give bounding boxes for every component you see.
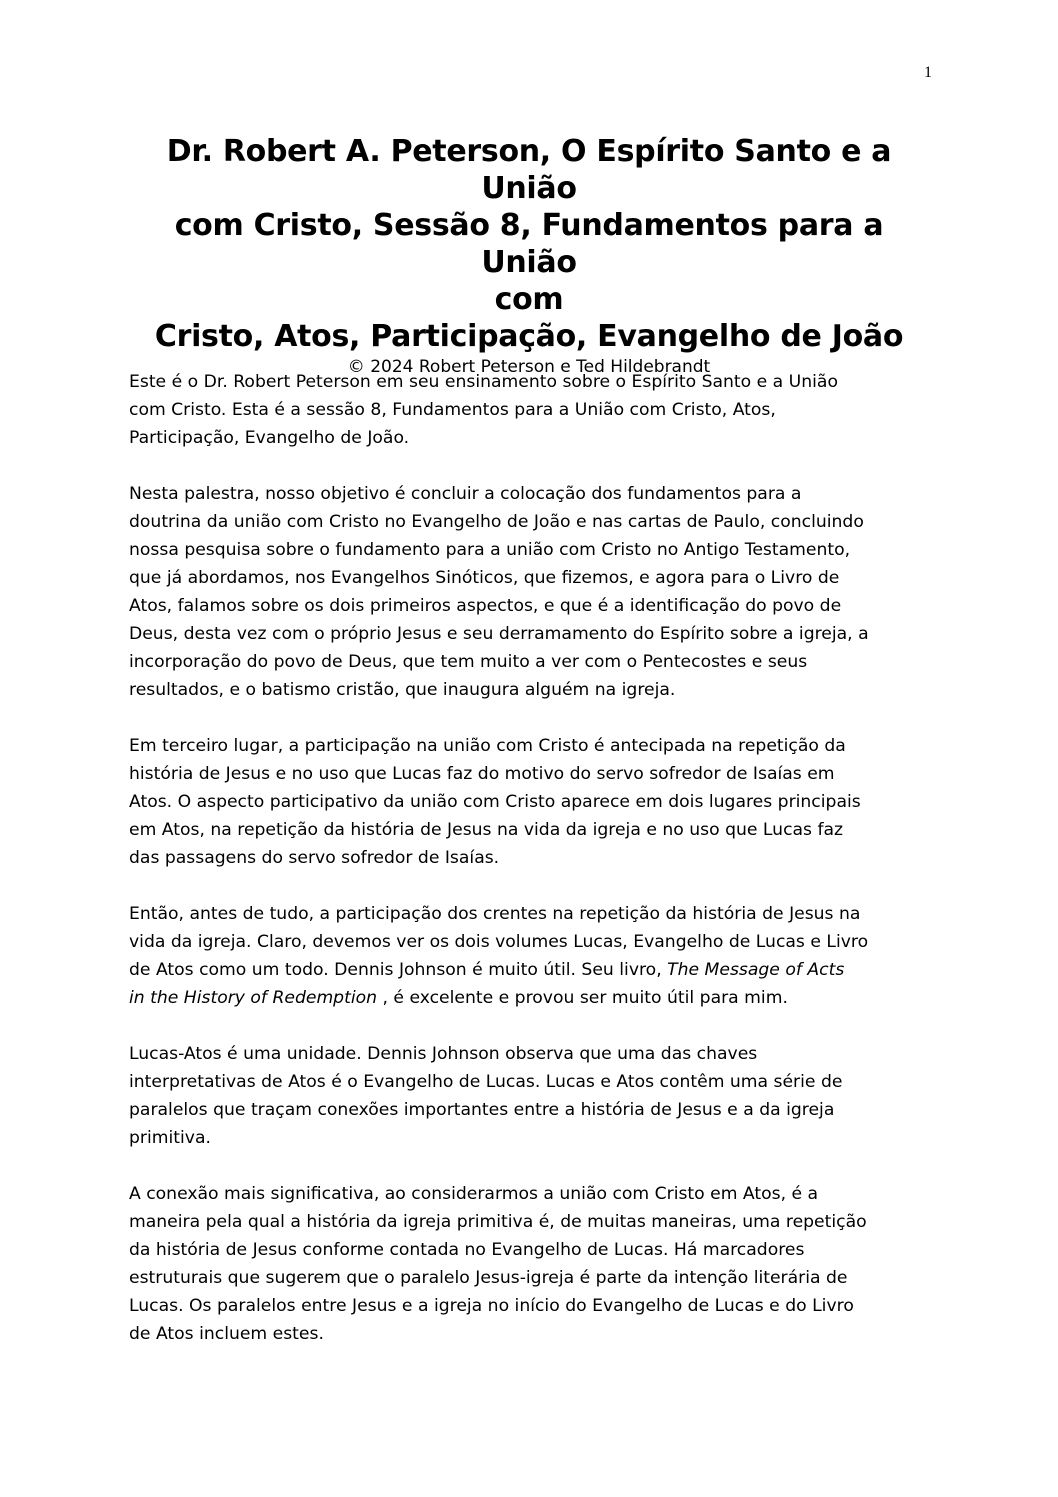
text-line: resultados, e o batismo cristão, que inaugura alguém na igreja. <box>129 680 676 700</box>
text-line: da história de Jesus conforme contada no Evangelho de Lucas. Há marcadores <box>129 1240 805 1260</box>
body-text <box>129 368 929 1376</box>
title-line: Cristo, Atos, Participação, Evangelho de João <box>154 319 904 354</box>
text-line: Deus, desta vez com o próprio Jesus e seu derramamento do Espírito sobre a igreja, a <box>129 624 869 644</box>
text-line: estruturais que sugerem que o paralelo Jesus-igreja é parte da intenção literária de <box>129 1268 848 1288</box>
text-line: de Atos incluem estes. <box>129 1324 324 1344</box>
paragraph-lecture-goal <box>129 480 929 704</box>
text-line: Nesta palestra, nosso objetivo é concluir a colocação dos fundamentos para a <box>129 484 802 504</box>
paragraph-intro <box>129 368 929 452</box>
page-number: 1 <box>924 64 932 81</box>
paragraph-participation <box>129 732 929 872</box>
title-block <box>130 133 928 378</box>
text-line: em Atos, na repetição da história de Jesus na vida da igreja e no uso que Lucas faz <box>129 820 844 840</box>
title-line: com <box>494 282 564 317</box>
book-title-italic: in the History of Redemption <box>129 988 378 1008</box>
text-line: doutrina da união com Cristo no Evangelho de João e nas cartas de Paulo, concluindo <box>129 512 864 532</box>
text-line: paralelos que traçam conexões importantes entre a história de Jesus e a da igreja <box>129 1100 835 1120</box>
text-line: maneira pela qual a história da igreja primitiva é, de muitas maneiras, uma repetição <box>129 1212 867 1232</box>
text-line: história de Jesus e no uso que Lucas faz do motivo do servo sofredor de Isaías em <box>129 764 835 784</box>
text-line: Então, antes de tudo, a participação dos crentes na repetição da história de Jesus na <box>129 904 861 924</box>
text-line <box>129 956 929 984</box>
text-line <box>129 984 929 1012</box>
text-line: Lucas. Os paralelos entre Jesus e a igreja no início do Evangelho de Lucas e do Livro <box>129 1296 854 1316</box>
text-line: nossa pesquisa sobre o fundamento para a união com Cristo no Antigo Testamento, <box>129 540 851 560</box>
text-line: Participação, Evangelho de João. <box>129 428 410 448</box>
text-line: que já abordamos, nos Evangelhos Sinóticos, que fizemos, e agora para o Livro de <box>129 568 840 588</box>
book-title-italic: The Message of Acts <box>667 960 845 980</box>
text-line: das passagens do servo sofredor de Isaías. <box>129 848 500 868</box>
text-line: Atos, falamos sobre os dois primeiros aspectos, e que é a identificação do povo de <box>129 596 842 616</box>
text-line: Atos. O aspecto participativo da união com Cristo aparece em dois lugares principais <box>129 792 861 812</box>
paragraph-significant-connection <box>129 1180 929 1348</box>
text-line: A conexão mais significativa, ao considerarmos a união com Cristo em Atos, é a <box>129 1184 819 1204</box>
text-segment: , é excelente e provou ser muito útil para mim. <box>377 988 788 1008</box>
title-line: Dr. Robert A. Peterson, O Espírito Santo e a União <box>166 134 892 206</box>
text-line: com Cristo. Esta é a sessão 8, Fundamentos para a União com Cristo, Atos, <box>129 400 776 420</box>
paragraph-luke-acts-unity <box>129 1040 929 1152</box>
text-line: Em terceiro lugar, a participação na união com Cristo é antecipada na repetição da <box>129 736 846 756</box>
text-line: interpretativas de Atos é o Evangelho de Lucas. Lucas e Atos contêm uma série de <box>129 1072 843 1092</box>
text-line: Este é o Dr. Robert Peterson em seu ensinamento sobre o Espírito Santo e a União <box>129 372 838 392</box>
text-segment: de Atos como um todo. Dennis Johnson é muito útil. Seu livro, <box>129 960 668 980</box>
text-line: incorporação do povo de Deus, que tem muito a ver com o Pentecostes e seus <box>129 652 808 672</box>
paragraph-dennis-johnson-book <box>129 900 929 1012</box>
title-line: com Cristo, Sessão 8, Fundamentos para a União <box>174 208 884 280</box>
text-line: primitiva. <box>129 1128 211 1148</box>
text-line: Lucas-Atos é uma unidade. Dennis Johnson observa que uma das chaves <box>129 1044 758 1064</box>
copyright-notice: © 2024 Robert Peterson e Ted Hildebrandt <box>347 357 711 377</box>
text-line: vida da igreja. Claro, devemos ver os dois volumes Lucas, Evangelho de Lucas e Livro <box>129 932 869 952</box>
